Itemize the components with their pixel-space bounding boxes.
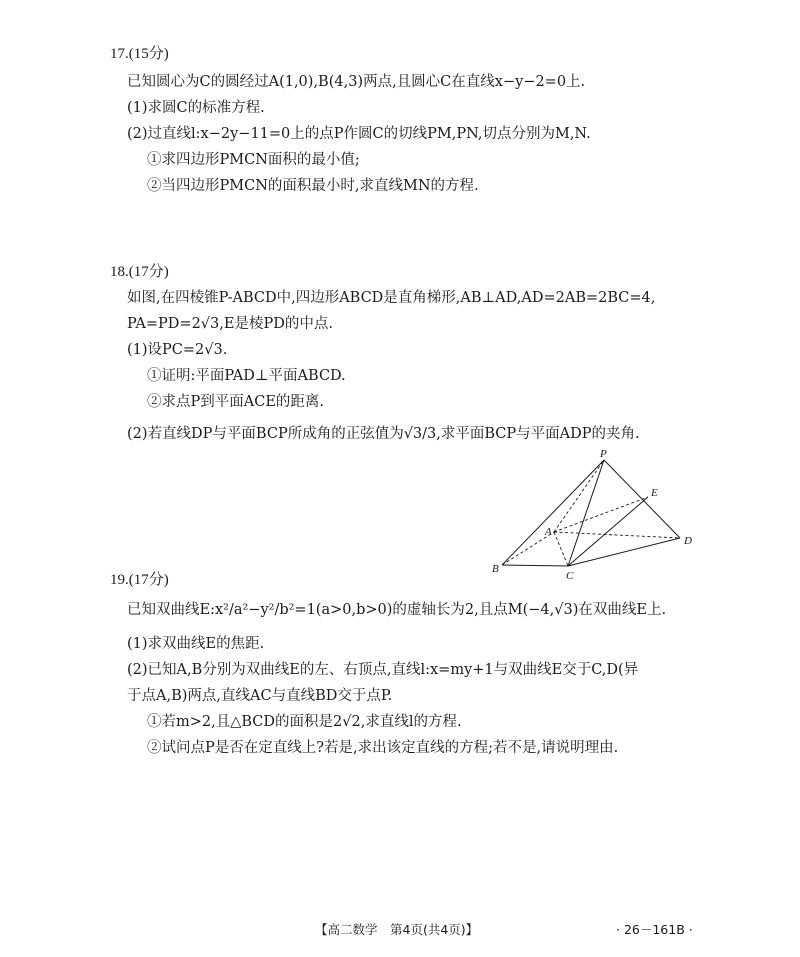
label-b: B: [492, 563, 499, 575]
q17-part2a: ①求四边形PMCN面积的最小值;: [147, 152, 360, 168]
q18-stem-line2: PA=PD=2√3,E是棱PD的中点.: [127, 316, 333, 332]
label-p: P: [600, 448, 607, 460]
label-e: E: [651, 487, 658, 499]
edge-pb: [502, 460, 604, 565]
label-a: A: [545, 526, 552, 538]
edge-ad-hidden: [554, 532, 680, 538]
q18-part1b: ②求点P到平面ACE的距离.: [147, 394, 325, 410]
edge-bc: [502, 565, 568, 566]
q19-stem: 已知双曲线E:x²/a²−y²/b²=1(a>0,b>0)的虚轴长为2,且点M(−4,√3)在双曲线E上.: [127, 602, 667, 618]
q19-number: 19.(17分): [110, 572, 169, 588]
q17-part2b: ②当四边形PMCN的面积最小时,求直线MN的方程.: [147, 178, 479, 194]
q18-part2: (2)若直线DP与平面BCP所成角的正弦值为√3/3,求平面BCP与平面ADP的夹角.: [127, 426, 640, 442]
footer-page-info: 【高二数学 第4页(共4页)】: [315, 922, 479, 937]
q18-stem-line1: 如图,在四棱锥P-ABCD中,四边形ABCD是直角梯形,AB⊥AD,AD=2AB=2BC=4,: [127, 290, 656, 306]
q18-part1: (1)设PC=2√3.: [127, 342, 228, 358]
q19-part1: (1)求双曲线E的焦距.: [127, 636, 265, 652]
q17-stem: 已知圆心为C的圆经过A(1,0),B(4,3)两点,且圆心C在直线x−y−2=0上.: [127, 74, 586, 90]
q19-part2-line1: (2)已知A,B分别为双曲线E的左、右顶点,直线l:x=my+1与双曲线E交于C,D(异: [127, 662, 639, 678]
q19-part2b: ②试问点P是否在定直线上?若是,求出该定直线的方程;若不是,请说明理由.: [147, 740, 619, 756]
q18-number: 18.(17分): [110, 264, 169, 280]
segment-ac-hidden: [554, 532, 568, 566]
q17-part1: (1)求圆C的标准方程.: [127, 100, 265, 116]
q17-number: 17.(15分): [110, 46, 169, 62]
footer-code: · 26－161B ·: [616, 922, 693, 937]
edge-pa-hidden: [554, 460, 604, 532]
q18-part1a: ①证明:平面PAD⊥平面ABCD.: [147, 368, 346, 384]
label-c: C: [566, 570, 574, 582]
q19-part2-line2: 于点A,B)两点,直线AC与直线BD交于点P.: [127, 688, 393, 704]
segment-ae-hidden: [554, 497, 648, 532]
q17-part2: (2)过直线l:x−2y−11=0上的点P作圆C的切线PM,PN,切点分别为M,N.: [127, 126, 591, 142]
label-d: D: [684, 535, 692, 547]
pyramid-figure: [490, 445, 705, 585]
q19-part2a: ①若m>2,且△BCD的面积是2√2,求直线l的方程.: [147, 714, 462, 730]
